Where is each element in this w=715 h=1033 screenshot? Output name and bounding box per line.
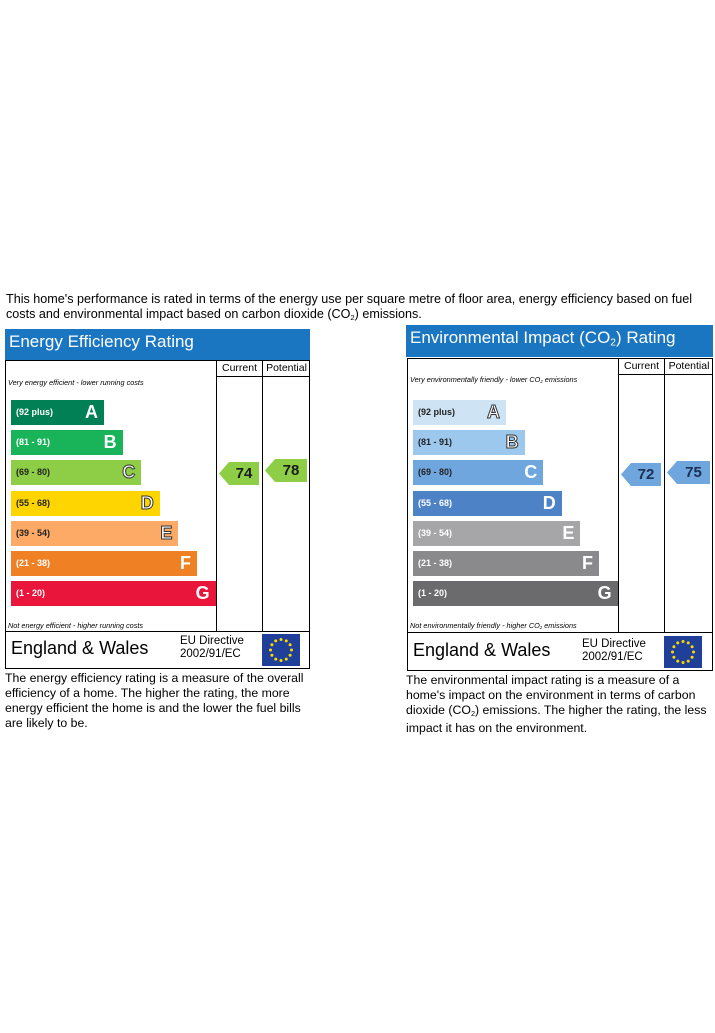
potential-column-header: Potential xyxy=(668,360,710,372)
rating-band-b xyxy=(413,430,525,455)
intro-text: This home's performance is rated in terms of the energy use per square metre of floor area, energy efficiency based on fuel costs and environmental impact based on carbon dioxide $(CO_2)$ emissions. xyxy=(6,292,693,322)
current-rating-value: 72 xyxy=(637,465,655,483)
band-letter: G xyxy=(195,583,210,604)
rating-band-a xyxy=(11,400,104,425)
band-range-label: (81 - 91) xyxy=(418,437,453,448)
eu-flag-icon xyxy=(664,636,702,668)
current-column-header: Current xyxy=(221,362,257,374)
current-rating-arrow xyxy=(219,462,259,485)
environmental-impact-panel xyxy=(406,325,715,745)
eu-directive: EU Directive 2002/91/EC xyxy=(582,638,646,663)
band-letter: A xyxy=(487,402,500,422)
potential-rating-arrow xyxy=(667,461,710,484)
potential-rating-arrow xyxy=(265,459,307,482)
rating-band-e xyxy=(413,521,580,546)
band-range-label: (69 - 80) xyxy=(16,467,51,478)
bottom-note: Not environmentally friendly - higher $CO_2$ emissions xyxy=(410,621,577,631)
band-range-label: (92 plus) xyxy=(418,407,456,417)
band-range-label: (39 - 54) xyxy=(16,527,51,538)
rating-band-f xyxy=(413,551,599,576)
band-range-label: (21 - 38) xyxy=(16,558,51,568)
band-letter: E xyxy=(160,522,173,543)
panel-title: Energy Efficiency Rating xyxy=(5,329,310,361)
band-range-label: (55 - 68) xyxy=(16,497,51,508)
rating-band-b xyxy=(11,430,123,455)
energy-efficiency-panel xyxy=(5,329,315,749)
eu-flag-icon xyxy=(262,634,300,666)
band-range-label: (81 - 91) xyxy=(16,437,51,448)
band-range-label: (55 - 68) xyxy=(418,497,453,508)
band-range-label: (1 - 20) xyxy=(16,588,46,599)
top-note: Very energy efficient - lower running costs xyxy=(8,378,144,387)
rating-band-g xyxy=(11,581,216,606)
current-column-header: Current xyxy=(623,360,659,372)
current-rating-value: 74 xyxy=(235,464,253,482)
band-letter: C xyxy=(524,462,538,483)
panel-title: Environmental Impact $(CO_2)$ Rating xyxy=(406,325,713,357)
band-range-label: (69 - 80) xyxy=(418,467,453,478)
rating-band-e xyxy=(11,521,178,546)
description: The energy efficiency rating is a measure of the overall efficiency of a home. The higher the rating, the more energy efficient the home is and the lower the fuel bills are likely to be. xyxy=(5,671,304,730)
rating-band-g xyxy=(413,581,618,606)
rating-band-c xyxy=(11,460,141,485)
potential-rating-value: 78 xyxy=(282,462,300,480)
band-letter: B xyxy=(505,432,519,453)
rating-band-c xyxy=(413,460,543,485)
band-letter: C xyxy=(122,462,136,483)
band-letter: E xyxy=(562,522,575,543)
band-range-label: (21 - 38) xyxy=(418,558,453,568)
band-letter: D xyxy=(542,492,556,513)
region-label: England & Wales xyxy=(11,638,149,658)
rating-band-a xyxy=(413,400,506,425)
region-label: England & Wales xyxy=(413,640,551,660)
potential-rating-value: 75 xyxy=(685,464,702,482)
current-rating-arrow xyxy=(621,463,661,486)
band-letter: B xyxy=(103,432,117,453)
band-range-label: (92 plus) xyxy=(16,407,54,417)
description: The environmental impact rating is a measure of a home's impact on the environment in terms of carbon dioxide $(CO_2)$ emissions. The higher the rating, the less impact it has on the environment. xyxy=(406,673,707,735)
potential-column-header: Potential xyxy=(266,362,307,374)
band-letter: F xyxy=(180,553,191,573)
rating-band-d xyxy=(11,491,160,516)
rating-band-d xyxy=(413,491,562,516)
band-letter: F xyxy=(582,553,593,573)
band-range-label: (39 - 54) xyxy=(418,527,453,538)
rating-band-f xyxy=(11,551,197,576)
band-letter: D xyxy=(140,492,154,513)
band-letter: A xyxy=(85,402,98,422)
band-letter: G xyxy=(597,583,612,604)
top-note: Very environmentally friendly - lower $CO_2$ emissions xyxy=(410,375,578,385)
bottom-note: Not energy efficient - higher running costs xyxy=(8,621,144,630)
band-range-label: (1 - 20) xyxy=(418,588,448,599)
eu-directive: EU Directive 2002/91/EC xyxy=(180,635,244,660)
